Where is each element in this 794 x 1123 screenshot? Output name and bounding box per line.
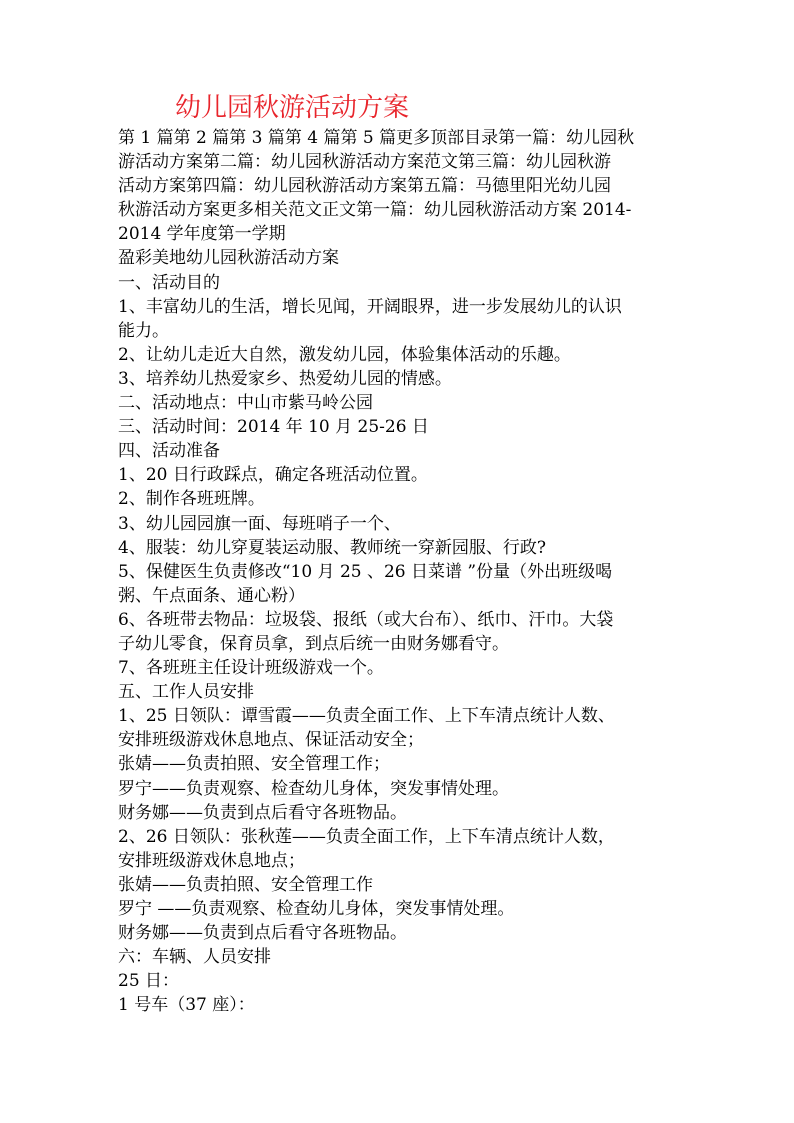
text-line: 财务娜——负责到点后看守各班物品。 bbox=[118, 923, 407, 944]
text-line: 罗宁——负责观察、检查幼儿身体，突发事情处理。 bbox=[118, 778, 509, 799]
text-line: 2、让幼儿走近大自然，激发幼儿园，体验集体活动的乐趣。 bbox=[118, 344, 571, 365]
toc-line: 游活动方案第二篇：幼儿园秋游活动方案范文第三篇：幼儿园秋游 bbox=[118, 152, 611, 173]
text-line: 张婧——负责拍照、安全管理工作 bbox=[118, 874, 373, 895]
text-line: 2、制作各班班牌。 bbox=[118, 489, 265, 510]
text-line: 6、各班带去物品：垃圾袋、报纸（或大台布）、纸巾、汗巾。大袋 bbox=[118, 609, 614, 630]
text-line: 5、保健医生负责修改“10 月 25 、26 日菜谱 ”份量（外出班级喝 bbox=[118, 561, 613, 582]
section-heading: 三、活动时间：2014 年 10 月 25-26 日 bbox=[118, 417, 429, 438]
text-line: 7、各班班主任设计班级游戏一个。 bbox=[118, 658, 384, 679]
text-line: 1、20 日行政踩点，确定各班活动位置。 bbox=[118, 465, 428, 486]
toc-line: 秋游活动方案更多相关范文正文第一篇：幼儿园秋游活动方案 2014- bbox=[118, 200, 632, 221]
section-heading: 五、工作人员安排 bbox=[118, 682, 254, 703]
text-line: 3、幼儿园园旗一面、每班哨子一个、 bbox=[118, 513, 401, 534]
text-line: 子幼儿零食，保育员拿，到点后统一由财务娜看守。 bbox=[118, 633, 509, 654]
document-body bbox=[118, 126, 678, 1017]
text-line: 安排班级游戏休息地点、保证活动安全； bbox=[118, 730, 424, 751]
toc-line: 第 1 篇第 2 篇第 3 篇第 4 篇第 5 篇更多顶部目录第一篇：幼儿园秋 bbox=[118, 128, 635, 148]
subtitle-line: 盈彩美地幼儿园秋游活动方案 bbox=[118, 248, 339, 269]
text-line: 1 号车（37 座）： bbox=[118, 995, 255, 1016]
text-line: 2、26 日领队：张秋莲——负责全面工作，上下车清点统计人数， bbox=[118, 826, 615, 847]
text-line: 4、服装：幼儿穿夏装运动服、教师统一穿新园服、行政? bbox=[118, 537, 546, 558]
text-line: 粥、午点面条、通心粉） bbox=[118, 585, 305, 606]
document-title: 幼儿园秋游活动方案 bbox=[175, 93, 410, 123]
text-line: 张婧——负责拍照、安全管理工作； bbox=[118, 754, 390, 775]
toc-line: 2014 学年度第一学期 bbox=[118, 224, 286, 245]
text-line: 罗宁 ——负责观察、检查幼儿身体，突发事情处理。 bbox=[118, 899, 515, 919]
section-heading: 六：车辆、人员安排 bbox=[118, 947, 271, 968]
toc-paragraph bbox=[118, 126, 678, 246]
text-line: 财务娜——负责到点后看守各班物品。 bbox=[118, 802, 407, 823]
section-heading: 四、活动准备 bbox=[118, 441, 220, 462]
section-heading: 二、活动地点：中山市紫马岭公园 bbox=[118, 393, 373, 414]
toc-line: 活动方案第四篇：幼儿园秋游活动方案第五篇：马德里阳光幼儿园 bbox=[118, 176, 611, 197]
text-line: 25 日： bbox=[118, 971, 180, 992]
text-line: 1、丰富幼儿的生活，增长见闻，开阔眼界，进一步发展幼儿的认识 bbox=[118, 296, 622, 317]
text-line: 安排班级游戏休息地点； bbox=[118, 850, 305, 871]
text-line: 1、25 日领队：谭雪霞——负责全面工作、上下车清点统计人数、 bbox=[118, 706, 615, 727]
section-heading: 一、活动目的 bbox=[118, 272, 220, 293]
text-line: 能力。 bbox=[118, 320, 169, 341]
text-line: 3、培养幼儿热爱家乡、热爱幼儿园的情感。 bbox=[118, 368, 452, 389]
